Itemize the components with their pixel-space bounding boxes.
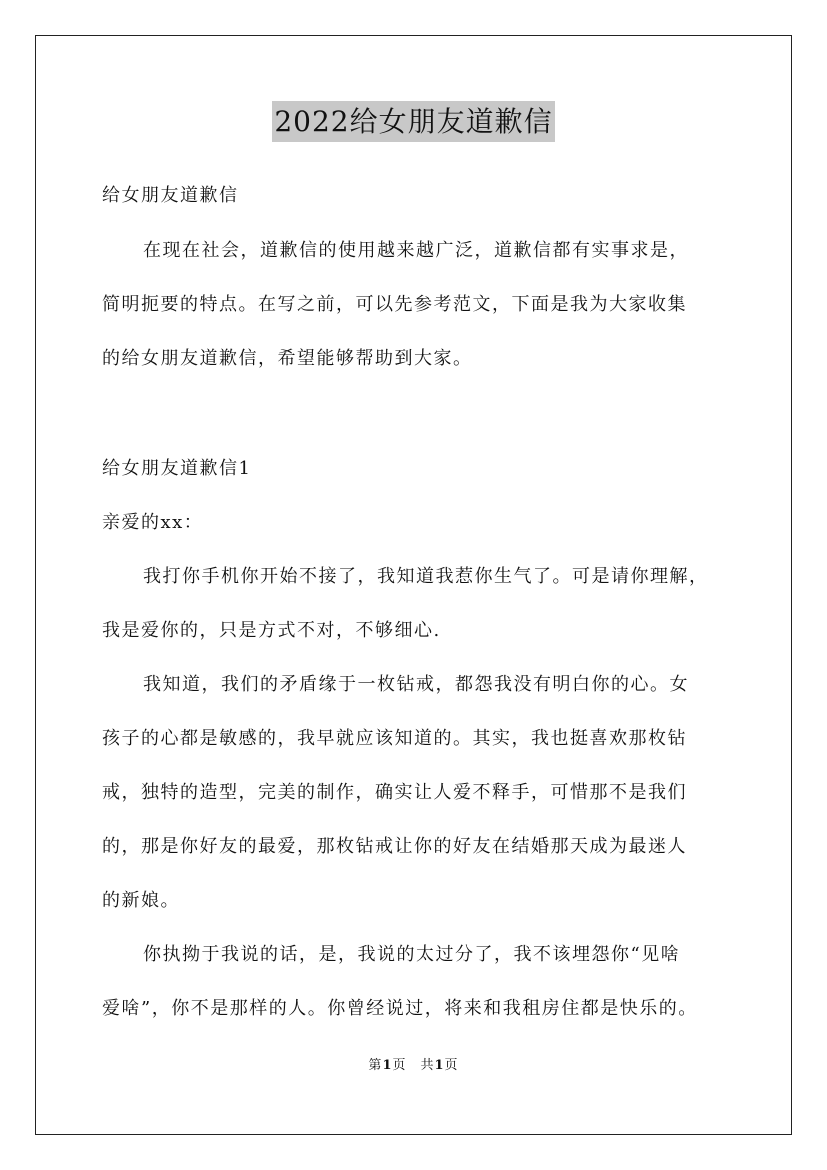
footer-mid: 页 共	[392, 1058, 435, 1073]
salutation: 亲爱的xx：	[102, 512, 204, 533]
body-line: 我打你手机你开始不接了，我知道我惹你生气了。可是请你理解，	[143, 566, 709, 587]
body-line: 你执拗于我说的话，是，我说的太过分了，我不该埋怨你“见啥	[143, 944, 681, 965]
body-line: 爱啥”，你不是那样的人。你曾经说过，将来和我租房住都是快乐的。	[102, 998, 698, 1019]
page-footer	[0, 1054, 827, 1073]
body-line: 的，那是你好友的最爱，那枚钻戒让你的好友在结婚那天成为最迷人	[102, 836, 687, 857]
body-line: 我是爱你的，只是方式不对，不够细心.	[102, 620, 441, 641]
intro-line: 的给女朋友道歉信，希望能够帮助到大家。	[102, 348, 473, 369]
footer-prefix: 第	[368, 1058, 383, 1073]
body-line: 孩子的心都是敏感的，我早就应该知道的。其实，我也挺喜欢那枚钻	[102, 728, 687, 749]
document-title-text: 2022给女朋友道歉信	[272, 101, 554, 142]
page-total: 1	[434, 1058, 445, 1073]
footer-suffix: 页	[444, 1058, 459, 1073]
intro-line: 简明扼要的特点。在写之前，可以先参考范文，下面是我为大家收集	[102, 294, 687, 315]
document-title	[0, 100, 827, 140]
subtitle: 给女朋友道歉信	[102, 185, 239, 206]
body-line: 的新娘。	[102, 890, 180, 911]
body-line: 戒，独特的造型，完美的制作，确实让人爱不释手，可惜那不是我们	[102, 782, 687, 803]
body-line: 我知道，我们的矛盾缘于一枚钻戒，都怨我没有明白你的心。女	[143, 674, 689, 695]
section-heading: 给女朋友道歉信1	[102, 458, 252, 479]
intro-line: 在现在社会，道歉信的使用越来越广泛，道歉信都有实事求是，	[143, 240, 689, 261]
page-current: 1	[382, 1058, 393, 1073]
